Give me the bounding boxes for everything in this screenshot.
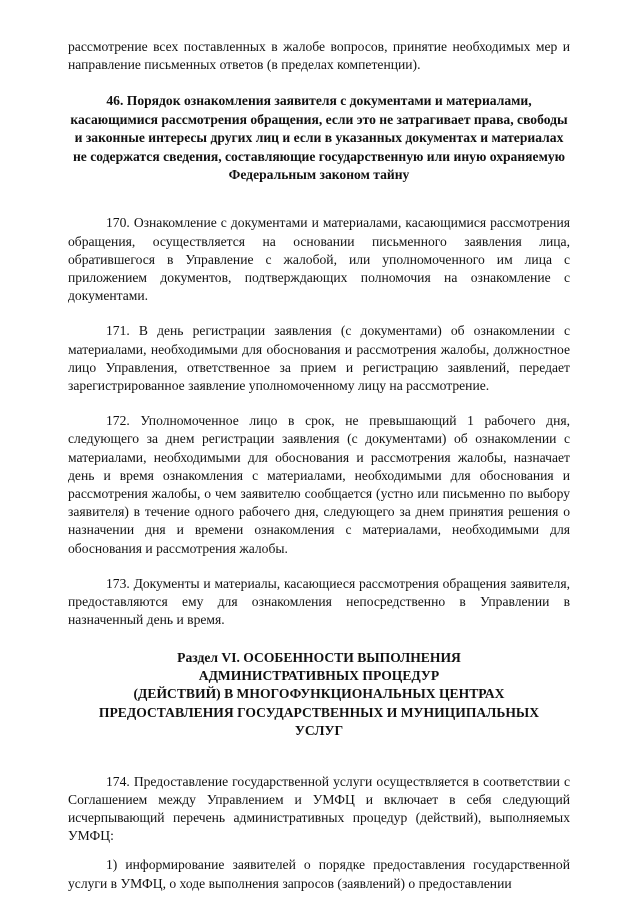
paragraph-173: 173. Документы и материалы, касающиеся рассмотрения обращения заявителя, предоставляются ему для ознакомления непосредственно в Управлении в назначенный день и время. [68,575,570,628]
paragraph-174: 174. Предоставление государственной услуги осуществляется в соответствии с Соглашением между Управлением и УМФЦ и включает в себя следующий исчерпывающий перечень административных процедур (действий), выполняемых УМФЦ: [68,773,570,844]
lead-paragraph: рассмотрение всех поставленных в жалобе вопросов, принятие необходимых мер и направление письменных ответов (в пределах компетенции). [68,39,570,73]
section-6-heading-line: ПРЕДОСТАВЛЕНИЯ ГОСУДАРСТВЕННЫХ И МУНИЦИПАЛЬНЫХ [98,704,540,720]
section-6-heading-line: УСЛУГ [294,723,344,739]
paragraph-171: 171. В день регистрации заявления (с документами) об ознакомлении с материалами, необходимыми для обоснования и рассмотрения жалобы, должностное лицо Управления, ответственное за прием и регистрацию заявлений, передает зарегистрированное заявление уполномоченному лицу на рассмотрение. [68,323,570,394]
paragraph-170: 170. Ознакомление с документами и материалами, касающимися рассмотрения обращения, осуществляется на основании письменного заявления лица, обратившегося в Управление с жалобой, или уполномоченного им лица с приложением документов, подтверждающих полномочия на ознакомление с документами. [68,215,570,304]
section-46-heading: 46. Порядок ознакомления заявителя с документами и материалами, касающимися рассмотрения обращения, если это не затрагивает права, свободы и законные интересы других лиц и если в указанных документах и материалах не содержатся сведения, составляющие государственную или иную охраняемую Федеральным законом тайну [70,93,568,183]
document-page [68,38,570,893]
section-6-heading [68,649,570,741]
paragraph-172: 172. Уполномоченное лицо в срок, не превышающий 1 рабочего дня, следующего за днем регистрации заявления (с документами) об ознакомлении с материалами, необходимыми для обоснования и рассмотрения жалобы, назначает день и время ознакомления с материалами, необходимыми для обоснования и рассмотрения жалобы, о чем заявителю сообщается (устно или письменно по выбору заявителя) в течение одного рабочего дня, следующего за днем принятия решения о назначении дня и времени ознакомления с материалами, необходимыми для обоснования и рассмотрения жалобы. [68,413,570,556]
list-item-1: 1) информирование заявителей о порядке предоставления государственной услуги в УМФЦ, о ходе выполнения запросов (заявлений) о предоставлении [68,857,570,891]
section-6-heading-line: АДМИНИСТРАТИВНЫХ ПРОЦЕДУР [198,667,440,683]
section-6-heading-line: Раздел VI. ОСОБЕННОСТИ ВЫПОЛНЕНИЯ [177,649,461,665]
section-6-heading-line: (ДЕЙСТВИЙ) В МНОГОФУНКЦИОНАЛЬНЫХ ЦЕНТРАХ [133,686,505,702]
